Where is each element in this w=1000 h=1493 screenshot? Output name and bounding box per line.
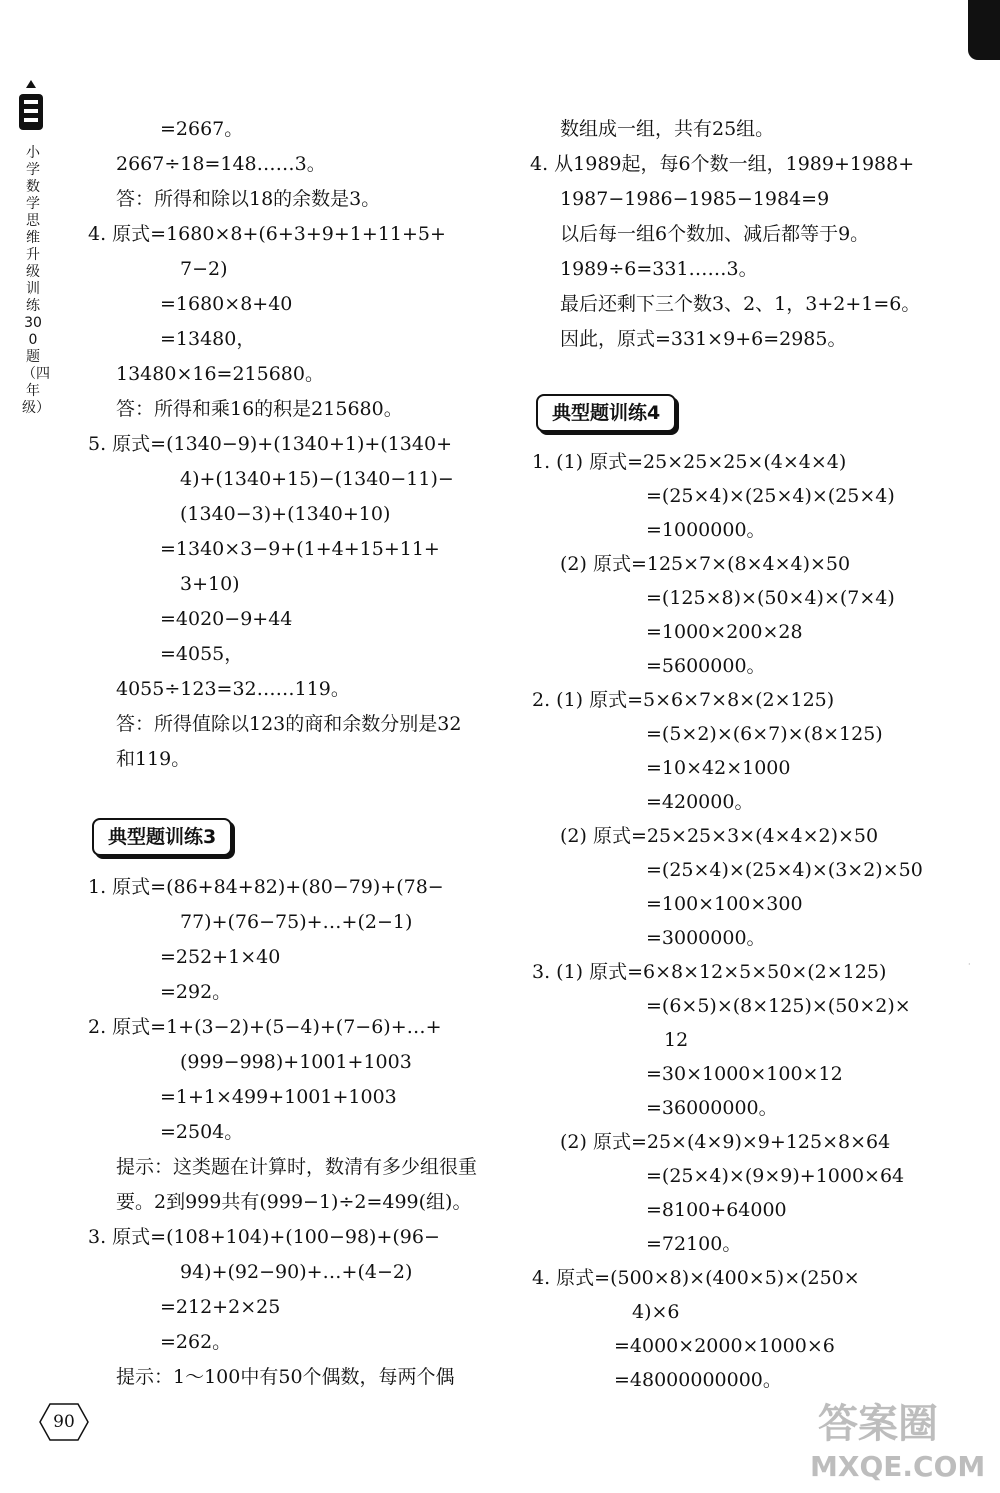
text-line: =(25×4)×(25×4)×(3×2)×50 bbox=[646, 859, 923, 881]
page-corner-tab bbox=[968, 0, 1000, 60]
section-heading-4: 典型题训练4 bbox=[536, 394, 676, 432]
text-line: =4055， bbox=[160, 643, 244, 665]
series-logo-icon bbox=[16, 78, 46, 138]
text-line: =1680×8+40 bbox=[160, 293, 293, 315]
text-line: (2) 原式=125×7×(8×4×4)×50 bbox=[560, 553, 851, 575]
section-heading-3: 典型题训练3 bbox=[92, 818, 232, 856]
text-line: =48000000000。 bbox=[614, 1369, 782, 1391]
text-line: =(25×4)×(25×4)×(25×4) bbox=[646, 485, 895, 507]
text-line: =262。 bbox=[160, 1331, 232, 1353]
text-line: =(25×4)×(9×9)+1000×64 bbox=[646, 1165, 905, 1187]
text-line: =212+2×25 bbox=[160, 1296, 281, 1318]
text-line: =100×100×300 bbox=[646, 893, 803, 915]
book-side-title: 小学数学思维升级训练300题（四年级） bbox=[22, 145, 50, 416]
text-line: =4020−9+44 bbox=[160, 608, 293, 630]
watermark-text: 答案圈 bbox=[818, 1401, 938, 1447]
hint-line: 提示：这类题在计算时，数清有多少组很重 bbox=[116, 1156, 478, 1178]
text-line: =1000×200×28 bbox=[646, 621, 803, 643]
text-line: 因此，原式=331×9+6=2985。 bbox=[560, 328, 847, 350]
text-line: 1. (1) 原式=25×25×25×(4×4×4) bbox=[532, 451, 847, 473]
text-line: 12 bbox=[664, 1029, 689, 1051]
text-line: 以后每一组6个数加、减后都等于9。 bbox=[560, 223, 870, 245]
text-line: =(125×8)×(50×4)×(7×4) bbox=[646, 587, 895, 609]
text-line: 4. 原式=1680×8+(6+3+9+1+11+5+ bbox=[88, 223, 446, 245]
text-line: =36000000。 bbox=[646, 1097, 778, 1119]
text-line: (2) 原式=25×25×3×(4×4×2)×50 bbox=[560, 825, 879, 847]
text-line: 94)+(92−90)+…+(4−2) bbox=[180, 1261, 413, 1283]
text-line: =1000000。 bbox=[646, 519, 766, 541]
text-line: 4)×6 bbox=[632, 1301, 680, 1323]
text-line: 3. (1) 原式=6×8×12×5×50×(2×125) bbox=[532, 961, 887, 983]
text-line: (2) 原式=25×(4×9)×9+125×8×64 bbox=[560, 1131, 891, 1153]
text-line: =(5×2)×(6×7)×(8×125) bbox=[646, 723, 883, 745]
text-line: 1. 原式=(86+84+82)+(80−79)+(78− bbox=[88, 876, 444, 898]
text-line: 7−2) bbox=[180, 258, 228, 280]
text-line: (1340−3)+(1340+10) bbox=[180, 503, 391, 525]
hint-line: 提示：1～100中有50个偶数，每两个偶 bbox=[116, 1366, 455, 1388]
text-line: 1989÷6=331……3。 bbox=[560, 258, 758, 280]
text-line: =420000。 bbox=[646, 791, 754, 813]
text-line: 答：所得值除以123的商和余数分别是32 bbox=[116, 713, 462, 735]
text-line: =1340×3−9+(1+4+15+11+ bbox=[160, 538, 440, 560]
text-line: =(6×5)×(8×125)×(50×2)× bbox=[646, 995, 911, 1017]
text-line: =8100+64000 bbox=[646, 1199, 787, 1221]
hint-line: 要。2到999共有(999−1)÷2=499(组)。 bbox=[116, 1191, 472, 1213]
text-line: =252+1×40 bbox=[160, 946, 281, 968]
text-line: 4)+(1340+15)−(1340−11)− bbox=[180, 468, 454, 490]
page-number-badge bbox=[38, 1402, 90, 1442]
margin-mark: · bbox=[968, 960, 971, 969]
text-line: 2667÷18=148……3。 bbox=[116, 153, 326, 175]
text-line: 77)+(76−75)+…+(2−1) bbox=[180, 911, 413, 933]
text-line: 2. 原式=1+(3−2)+(5−4)+(7−6)+…+ bbox=[88, 1016, 442, 1038]
text-line: 2. (1) 原式=5×6×7×8×(2×125) bbox=[532, 689, 835, 711]
page-number: 90 bbox=[53, 1412, 75, 1432]
text-line: =10×42×1000 bbox=[646, 757, 791, 779]
text-line: =72100。 bbox=[646, 1233, 742, 1255]
text-line: (999−998)+1001+1003 bbox=[180, 1051, 412, 1073]
text-line: 和119。 bbox=[116, 748, 191, 770]
watermark bbox=[810, 1400, 995, 1490]
text-line: 3+10) bbox=[180, 573, 240, 595]
text-line: 13480×16=215680。 bbox=[116, 363, 324, 385]
text-line: =3000000。 bbox=[646, 927, 766, 949]
text-line: 答：所得和乘16的积是215680。 bbox=[116, 398, 403, 420]
text-line: =4000×2000×1000×6 bbox=[614, 1335, 835, 1357]
text-line: 4. 从1989起，每6个数一组，1989+1988+ bbox=[530, 153, 915, 175]
text-line: 答：所得和除以18的余数是3。 bbox=[116, 188, 381, 210]
text-line: =30×1000×100×12 bbox=[646, 1063, 843, 1085]
text-line: 5. 原式=(1340−9)+(1340+1)+(1340+ bbox=[88, 433, 452, 455]
text-line: 1987−1986−1985−1984=9 bbox=[560, 188, 830, 210]
text-line: =292。 bbox=[160, 981, 232, 1003]
text-line: 3. 原式=(108+104)+(100−98)+(96− bbox=[88, 1226, 440, 1248]
text-line: 4055÷123=32……119。 bbox=[116, 678, 350, 700]
text-line: =1+1×499+1001+1003 bbox=[160, 1086, 397, 1108]
text-line: =2667。 bbox=[160, 118, 244, 140]
text-line: =5600000。 bbox=[646, 655, 766, 677]
text-line: =2504。 bbox=[160, 1121, 244, 1143]
text-line: 数组成一组，共有25组。 bbox=[560, 118, 775, 140]
text-line: =13480， bbox=[160, 328, 256, 350]
text-line: 4. 原式=(500×8)×(400×5)×(250× bbox=[532, 1267, 860, 1289]
watermark-domain: MXQE.COM bbox=[810, 1450, 986, 1483]
text-line: 最后还剩下三个数3、2、1，3+2+1=6。 bbox=[560, 293, 921, 315]
